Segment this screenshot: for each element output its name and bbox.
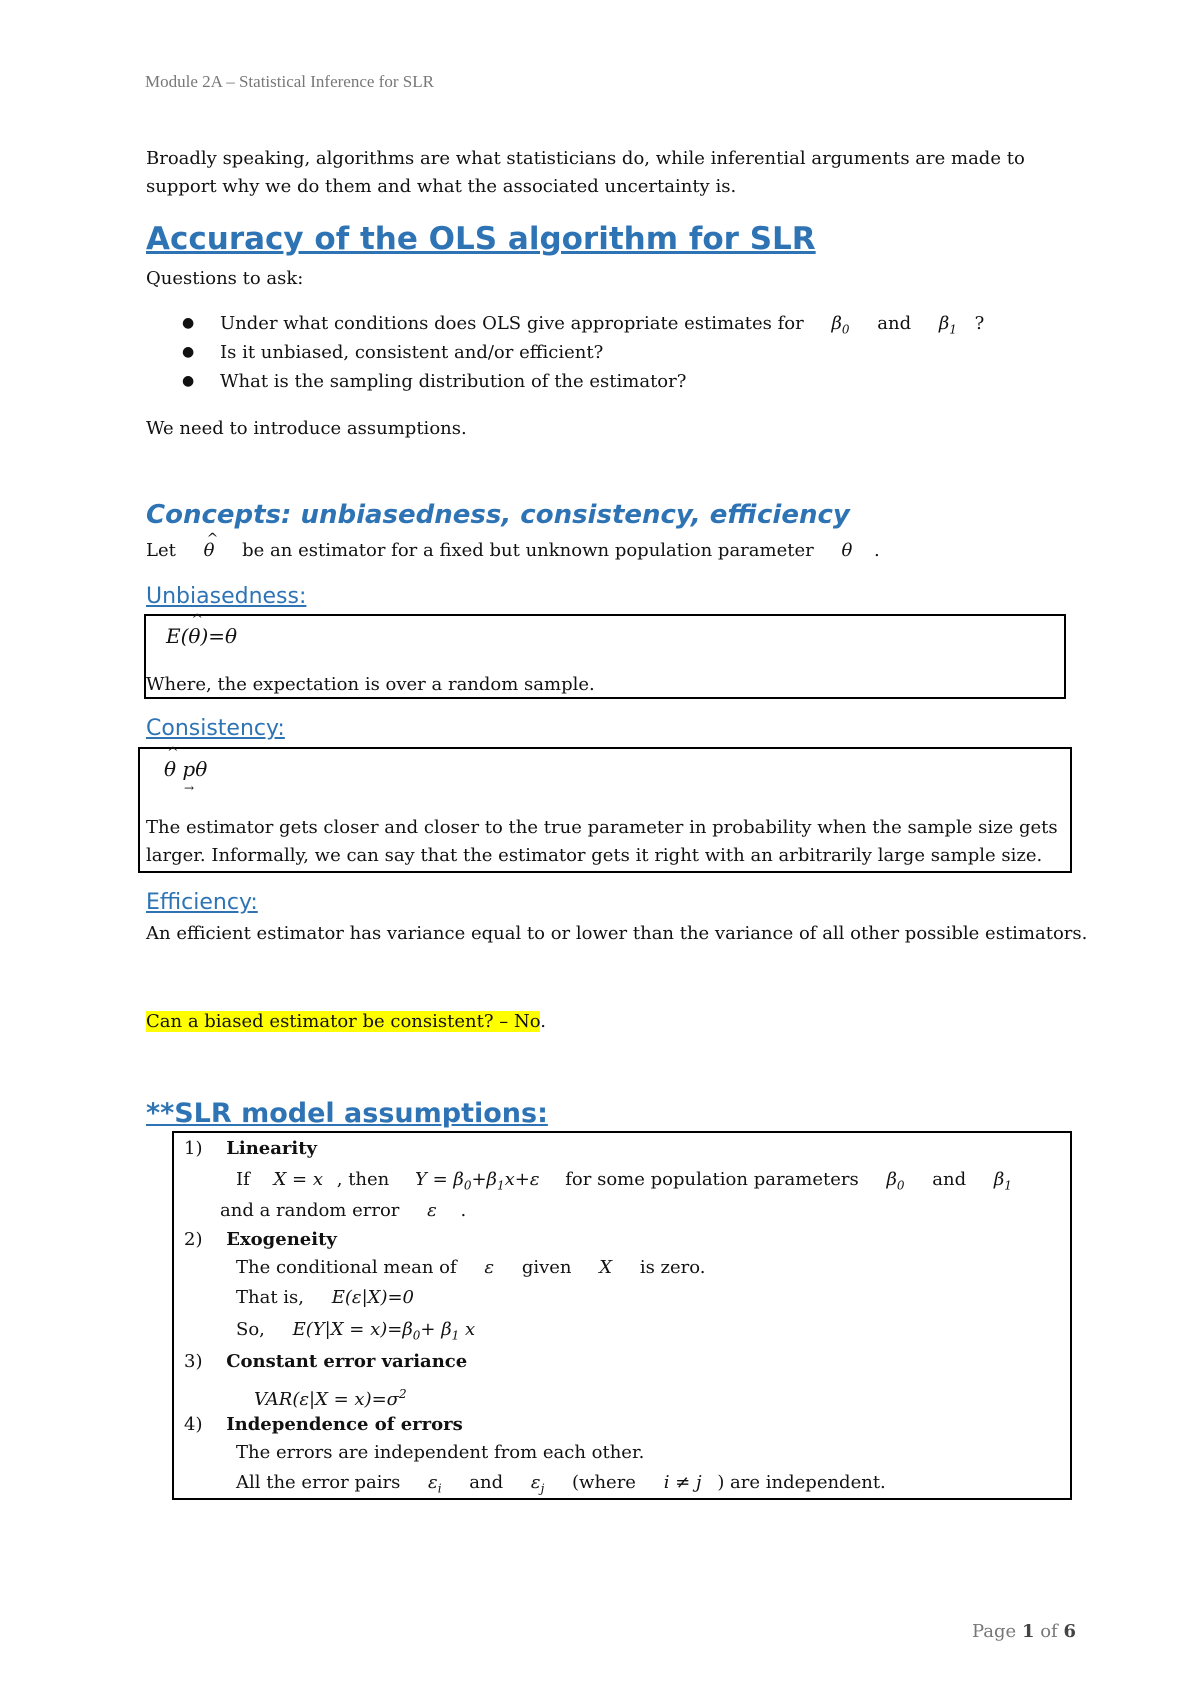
beta1-symbol: $\beta_1$ bbox=[938, 313, 957, 337]
unbiasedness-title: Unbiasedness: bbox=[146, 584, 307, 609]
assumption-3-formula: $VAR(\varepsilon|X = x)=\sigma^2$ bbox=[254, 1387, 407, 1410]
consistency-line-1: The estimator gets closer and closer to the true parameter in probability when the sample size gets bbox=[146, 817, 1058, 838]
consistency-formula: θ ^ pθ bbox=[164, 757, 207, 781]
questions-label: Questions to ask: bbox=[146, 268, 304, 289]
bullet-text: Is it unbiased, consistent and/or efficient? bbox=[220, 342, 604, 363]
assumption-4-line-2: All the error pairs $\varepsilon_i$ and $\varepsilon_j$ (where i ≠ j ) are independent. bbox=[236, 1472, 886, 1496]
unbiasedness-box bbox=[144, 614, 1066, 699]
assumptions-box bbox=[172, 1131, 1072, 1500]
assumption-3-heading: 3) Constant error variance bbox=[184, 1351, 468, 1372]
assumptions-intro: We need to introduce assumptions. bbox=[146, 418, 467, 439]
intro-line-2: support why we do them and what the associated uncertainty is. bbox=[146, 176, 737, 197]
let-line: Let θ ^ be an estimator for a fixed but unknown population parameter θ . bbox=[146, 537, 880, 565]
highlighted-question: Can a biased estimator be consistent? – No. bbox=[146, 1011, 546, 1032]
page-footer: Page 1 of 6 bbox=[972, 1621, 1076, 1642]
section-title-concepts: Concepts: unbiasedness, consistency, efficiency bbox=[146, 500, 850, 530]
and-word: and bbox=[877, 313, 912, 334]
assumption-2-line-1: The conditional mean of ε given X is zero. bbox=[236, 1257, 706, 1278]
efficiency-title: Efficiency: bbox=[146, 890, 258, 915]
intro-line-1: Broadly speaking, algorithms are what statisticians do, while inferential arguments are made to bbox=[146, 148, 1025, 169]
assumption-4-line-1: The errors are independent from each other. bbox=[236, 1442, 645, 1463]
efficiency-text: An efficient estimator has variance equal to or lower than the variance of all other possible estimators. bbox=[146, 923, 1088, 944]
bullet-text: Under what conditions does OLS give appropriate estimates for bbox=[220, 313, 804, 334]
consistency-box bbox=[138, 747, 1072, 873]
section-title-assumptions: **SLR model assumptions: bbox=[146, 1098, 548, 1129]
assumption-2-heading: 2) Exogeneity bbox=[184, 1229, 337, 1250]
consistency-title: Consistency: bbox=[146, 716, 285, 741]
assumption-2-line-3: So, $E(Y|X = x)=\beta_0+ \beta_1$ x bbox=[236, 1319, 476, 1343]
consistency-line-2: larger. Informally, we can say that the estimator gets it right with an arbitrarily large sample size. bbox=[146, 845, 1043, 866]
unbiasedness-note: Where, the expectation is over a random sample. bbox=[146, 674, 595, 695]
page-header: Module 2A – Statistical Inference for SLR bbox=[145, 72, 434, 91]
bullet-text: What is the sampling distribution of the estimator? bbox=[220, 371, 687, 392]
section-title-accuracy: Accuracy of the OLS algorithm for SLR bbox=[146, 221, 816, 257]
theta-hat-symbol: θ ^ bbox=[204, 537, 215, 565]
unbiasedness-formula: E(θ ^)=θ bbox=[166, 624, 237, 648]
assumption-4-heading: 4) Independence of errors bbox=[184, 1414, 463, 1435]
intro-paragraph bbox=[146, 145, 1025, 201]
assumption-1-heading: 1) Linearity bbox=[184, 1138, 318, 1159]
assumption-2-line-2: That is, E(ε|X)=0 bbox=[236, 1287, 415, 1308]
bullet-icon: ● bbox=[182, 373, 195, 389]
beta0-symbol: $\beta_0$ bbox=[831, 313, 850, 337]
assumption-1-line-1: If X = x , then $Y = \beta_0+\beta_1x+\varepsilon$ for some population parameters $\beta_0$ and $\beta_1$ bbox=[236, 1169, 1012, 1193]
bullet-icon: ● bbox=[182, 344, 195, 360]
bullet-icon: ● bbox=[182, 315, 195, 331]
arrow-icon: → bbox=[184, 781, 195, 795]
assumption-1-line-2: and a random error ε . bbox=[220, 1200, 467, 1221]
question-mark: ? bbox=[974, 313, 985, 334]
theta-symbol: θ bbox=[841, 540, 853, 561]
